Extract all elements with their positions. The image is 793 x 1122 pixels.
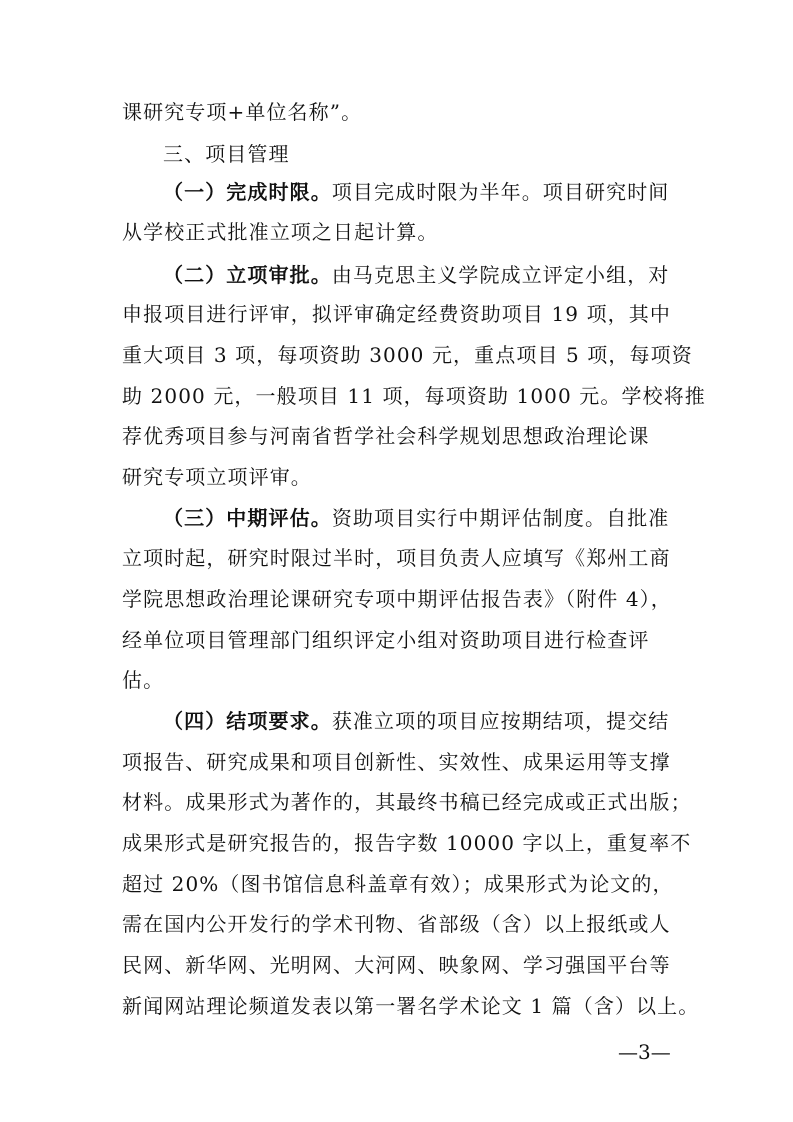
paragraph-3-line-2: 立项时起，研究时限过半时，项目负责人应填写《郑州工商: [122, 546, 671, 570]
paragraph-4-line-5: 超过 20%（图书馆信息科盖章有效）；成果形式为论文的，: [122, 872, 674, 896]
paragraph-4-label: （四）结项要求。: [163, 709, 332, 733]
paragraph-3-line-5: 估。: [122, 668, 165, 692]
page-number: —3—: [618, 1040, 671, 1064]
paragraph-2-label: （二）立项审批。: [163, 263, 332, 287]
paragraph-3-text: 资助项目实行中期评估制度。自批准: [331, 506, 670, 530]
paragraph-2-line-6: 研究专项立项评审。: [122, 465, 312, 489]
carryover-line: 课研究专项+单位名称”。: [122, 100, 363, 124]
paragraph-2-line-4: 助 2000 元，一般项目 11 项，每项资助 1000 元。学校将推: [122, 384, 706, 408]
paragraph-4-line-4: 成果形式是研究报告的，报告字数 10000 字以上，重复率不: [122, 831, 692, 855]
paragraph-2-line-3: 重大项目 3 项，每项资助 3000 元，重点项目 5 项，每项资: [122, 343, 693, 367]
paragraph-4-line-2: 项报告、研究成果和项目创新性、实效性、成果运用等支撑: [122, 750, 671, 774]
paragraph-4-line-1: [163, 709, 723, 733]
paragraph-1-line-1: [163, 180, 723, 204]
paragraph-3-line-1: [163, 506, 723, 530]
paragraph-3-line-3: 学院思想政治理论课研究专项中期评估报告表》（附件 4），: [122, 587, 672, 611]
paragraph-3-label: （三）中期评估。: [163, 506, 332, 530]
paragraph-3-line-4: 经单位项目管理部门组织评定小组对资助项目进行检查评: [122, 628, 650, 652]
paragraph-1-line-2: 从学校正式批准立项之日起计算。: [122, 220, 439, 244]
paragraph-4-line-8: 新闻网站理论频道发表以第一署名学术论文 1 篇（含）以上。: [122, 994, 700, 1018]
paragraph-2-line-2: 申报项目进行评审，拟评审确定经费资助项目 19 项，其中: [122, 302, 671, 326]
paragraph-1-label: （一）完成时限。: [163, 180, 332, 204]
paragraph-4-line-6: 需在国内公开发行的学术刊物、省部级（含）以上报纸或人: [122, 912, 671, 936]
section-heading: 三、项目管理: [163, 142, 290, 166]
paragraph-4-text: 获准立项的项目应按期结项，提交结: [331, 709, 670, 733]
paragraph-2-line-1: [163, 263, 723, 287]
paragraph-4-line-3: 材料。成果形式为著作的，其最终书稿已经完成或正式出版；: [122, 790, 692, 814]
paragraph-2-line-5: 荐优秀项目参与河南省哲学社会科学规划思想政治理论课: [122, 424, 650, 448]
paragraph-2-text: 由马克思主义学院成立评定小组，对: [331, 263, 670, 287]
paragraph-1-text: 项目完成时限为半年。项目研究时间: [331, 180, 670, 204]
paragraph-4-line-7: 民网、新华网、光明网、大河网、映象网、学习强国平台等: [122, 953, 671, 977]
